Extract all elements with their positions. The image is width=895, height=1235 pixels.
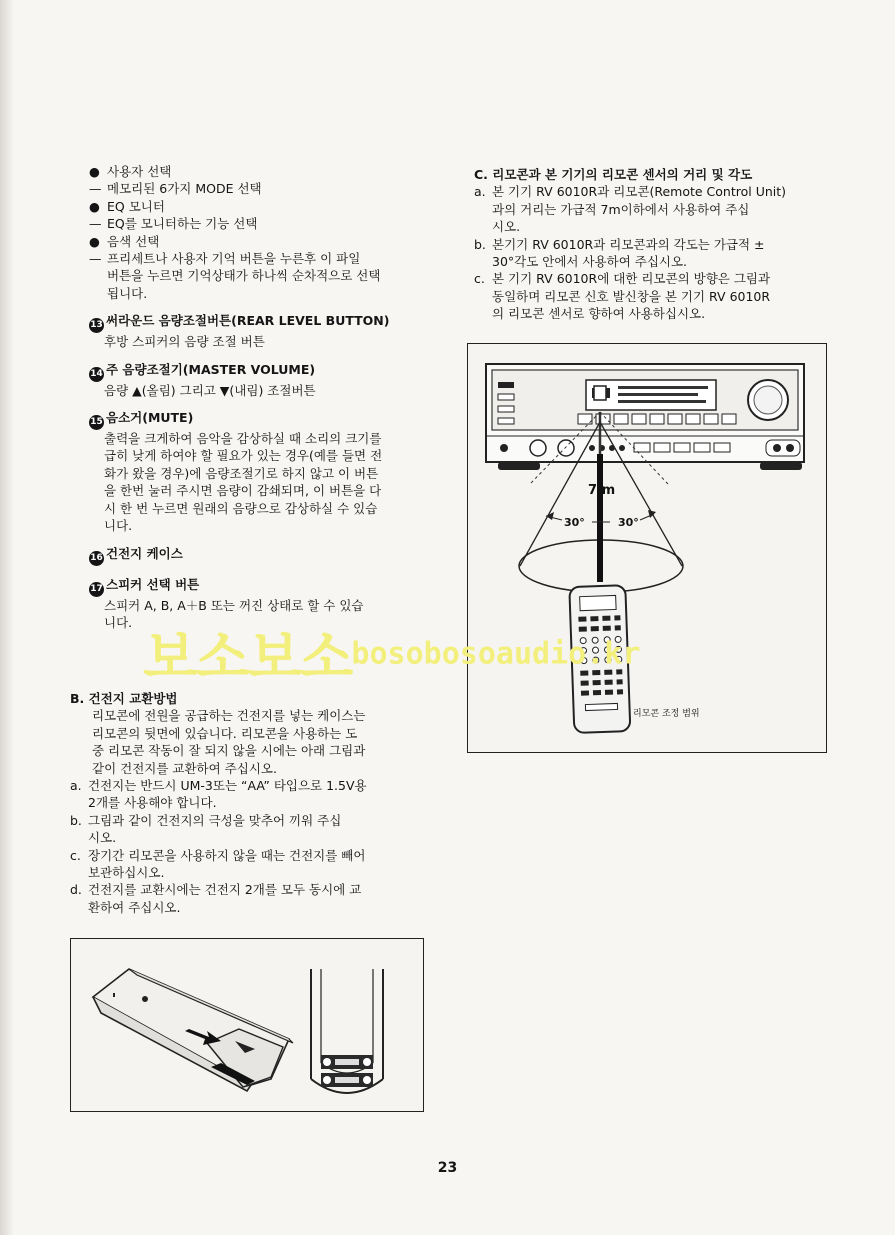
section-battery-case <box>89 545 425 566</box>
battery-intro-line: 중 리모콘 작동이 잘 되지 않을 시에는 아래 그림과 <box>92 743 366 759</box>
receiver-illustration <box>486 364 804 470</box>
section-title: 주 음량조절기(MASTER VOLUME) <box>106 361 316 377</box>
section-master-volume <box>89 361 425 399</box>
section-text: 스피커 A, B, A＋B 또는 꺼진 상태로 할 수 있습 <box>104 597 364 613</box>
item-number-badge: 17 <box>89 582 104 597</box>
battery-figure <box>70 938 424 1112</box>
left-column <box>89 163 425 631</box>
item-number-badge: 13 <box>89 318 104 333</box>
section-text: 음량 ▲(올림) 그리고 ▼(내림) 조절버튼 <box>104 382 316 398</box>
list-item: — 메모리된 6가지 MODE 선택 <box>89 181 262 197</box>
list-item: — 프리세트나 사용자 기억 버튼을 누른후 이 파일 <box>89 251 361 267</box>
section-text: 니다. <box>104 614 133 630</box>
battery-intro-line: 리모콘에 전원을 공급하는 건전지를 넣는 케이스는 <box>92 708 366 724</box>
section-text: 시 한 번 누르면 원래의 음량으로 감상하실 수 있습 <box>104 500 378 516</box>
battery-item-c: c. 장기간 리모콘을 사용하지 않을 때는 건전지를 빼어 보관하십시오. <box>70 847 366 881</box>
item-number-badge: 16 <box>89 551 104 566</box>
section-rear-level <box>89 312 425 350</box>
item-number-badge: 14 <box>89 367 104 382</box>
battery-section <box>70 690 426 916</box>
list-item: ● 사용자 선택 <box>89 164 172 179</box>
section-text: 출력을 크게하여 음악을 감상하실 때 소리의 크기를 <box>104 431 382 447</box>
range-item-c: c. 본 기기 RV 6010R에 대한 리모콘의 방향은 그림과 동일하며 리모콘 신호 발신창을 본 기기 RV 6010R 의 리모콘 센서로 향하여 사용하십시오. <box>474 271 771 322</box>
battery-section-title: B. 건전지 교환방법 <box>70 691 178 706</box>
angle-left-label: 30° <box>564 516 585 529</box>
section-mute <box>89 409 425 534</box>
watermark <box>143 614 723 691</box>
battery-item-d: d. 건전지를 교환시에는 건전지 2개를 모두 동시에 교 환하여 주십시오. <box>70 882 362 915</box>
angle-right-label: 30° <box>618 516 639 529</box>
battery-compartment-illustration <box>311 969 383 1093</box>
item-number-badge: 15 <box>89 415 104 430</box>
section-title: 스피커 선택 버튼 <box>106 576 200 592</box>
battery-item-b: b. 그림과 같이 건전지의 극성을 맞추어 끼워 주십 시오. <box>70 812 342 846</box>
range-caption: 리모콘 조정 범위 <box>633 709 700 719</box>
remote-range-illustration <box>468 344 826 752</box>
list-item: ● 음색 선택 <box>89 233 160 249</box>
arrow-right-icon <box>648 510 656 518</box>
section-title: 음소거(MUTE) <box>106 410 194 426</box>
battery-intro-line: 리모콘의 뒷면에 있습니다. 리모콘을 사용하는 도 <box>92 725 358 741</box>
list-item: 됩니다. <box>107 285 148 301</box>
section-text: 을 한번 눌러 주시면 음량이 감쇄되며, 이 버튼을 다 <box>104 483 382 499</box>
battery-intro-line: 같이 건전지를 교환하여 주십시오. <box>92 760 277 776</box>
section-text: 후방 스피커의 음량 조절 버튼 <box>104 334 265 350</box>
right-column <box>474 166 829 323</box>
section-text: 화가 왔을 경우)에 음량조절기로 하지 않고 이 버튼 <box>104 465 379 481</box>
remote-range-figure <box>467 343 827 753</box>
watermark-korean: 보소보소 <box>143 626 352 691</box>
section-title: 써라운드 음량조절버튼(REAR LEVEL BUTTON) <box>106 313 390 329</box>
user-select-list <box>89 163 425 302</box>
range-item-b: b. 본기기 RV 6010R과 리모콘과의 각도는 가급적 ± 30°각도 안에서 사용하여 주십시오. <box>474 236 765 270</box>
remote-back-illustration <box>93 969 293 1091</box>
page-number: 23 <box>437 1160 458 1176</box>
watermark-url: bosobosoaudio.kr <box>351 636 641 672</box>
range-section-title: C. 리모콘과 본 기기의 리모콘 센서의 거리 및 각도 <box>474 167 753 182</box>
sensor-window <box>594 386 606 400</box>
list-item: ● EQ 모니터 <box>89 198 165 214</box>
section-title: 건전지 케이스 <box>106 545 183 561</box>
distance-label: 7 m <box>588 483 616 498</box>
section-text: 니다. <box>104 518 133 534</box>
list-item: — EQ를 모니터하는 기능 선택 <box>89 216 258 232</box>
battery-item-a: a. 건전지는 반드시 UM-3또는 “AA” 타입으로 1.5V용 2개를 사용해야 합니다. <box>70 778 367 811</box>
list-item: 버튼을 누르면 기억상태가 하나씩 순차적으로 선택 <box>107 268 381 284</box>
battery-illustration <box>71 939 423 1111</box>
range-item-a: a. 본 기기 RV 6010R과 리모콘(Remote Control Unit) 과의 거리는 가급적 7m이하에서 사용하여 주십 시오. <box>474 184 787 235</box>
section-text: 급히 낮게 하여야 할 필요가 있는 경우(예를 들면 전 <box>104 448 383 464</box>
